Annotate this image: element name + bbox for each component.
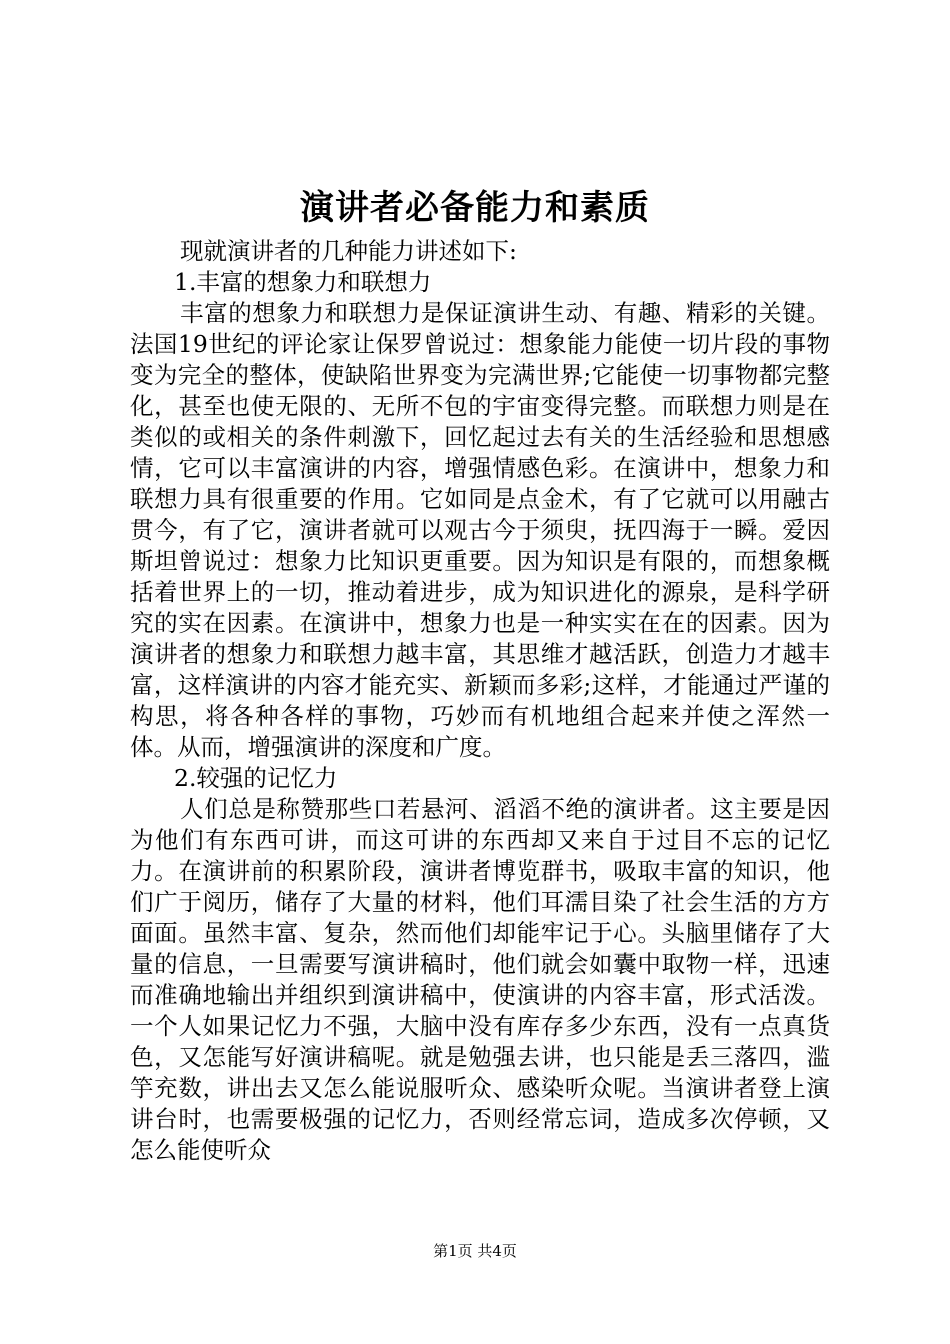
document-title: 演讲者必备能力和素质 [300, 188, 650, 228]
section-paragraph-2: 人们总是称赞那些口若悬河、滔滔不绝的演讲者。这主要是因为他们有东西可讲，而这可讲的东西却又来自于过目不忘的记忆力。在演讲前的积累阶段，演讲者博览群书，吸取丰富的知识，他们广于阅历，储存了大量的材料，他们耳濡目染了社会生活的方方面面。虽然丰富、复杂，然而他们却能牢记于心。头脑里储存了大量的信息，一旦需要写演讲稿时，他们就会如囊中取物一样，迅速而准确地输出并组织到演讲稿中，使演讲的内容丰富，形式活泼。一个人如果记忆力不强，大脑中没有库存多少东西，没有一点真货色，又怎能写好演讲稿呢。就是勉强去讲，也只能是丢三落四，滥竽充数，讲出去又怎么能说服听众、感染听众呢。当演讲者登上演讲台时，也需要极强的记忆力，否则经常忘词，造成多次停顿，又怎么能使听众 [130, 795, 830, 1164]
section-paragraph-1: 丰富的想象力和联想力是保证演讲生动、有趣、精彩的关键。法国19世纪的评论家让保罗曾说过：想象能力能使一切片段的事物变为完全的整体，使缺陷世界变为完满世界;它能使一切事物都完整化，甚至也使无限的、无所不包的宇宙变得完整。而联想力则是在类似的或相关的条件刺激下，回忆起过去有关的生活经验和思想感情，它可以丰富演讲的内容，增强情感色彩。在演讲中，想象力和联想力具有很重要的作用。它如同是点金术，有了它就可以用融古贯今，有了它，演讲者就可以观古今于须臾，抚四海于一瞬。爱因斯坦曾说过：想象力比知识更重要。因为知识是有限的，而想象概括着世界上的一切，推动着进步，成为知识进化的源泉，是科学研究的实在因素。在演讲中，想象力也是一种实实在在的因素。因为演讲者的想象力和联想力越丰富，其思维才越活跃，创造力才越丰富，这样演讲的内容才能充实、新颖而多彩;这样，才能通过严谨的构思，将各种各样的事物，巧妙而有机地组合起来并使之浑然一体。从而，增强演讲的深度和广度。 [130, 299, 830, 761]
section-heading-2: 2.较强的记忆力 [174, 764, 338, 792]
intro-paragraph: 现就演讲者的几种能力讲述如下: [180, 237, 517, 265]
page-footer: 第1页 共4页 [433, 1242, 517, 1260]
section-heading-1: 1.丰富的想象力和联想力 [174, 268, 432, 296]
document-body [130, 236, 830, 1166]
